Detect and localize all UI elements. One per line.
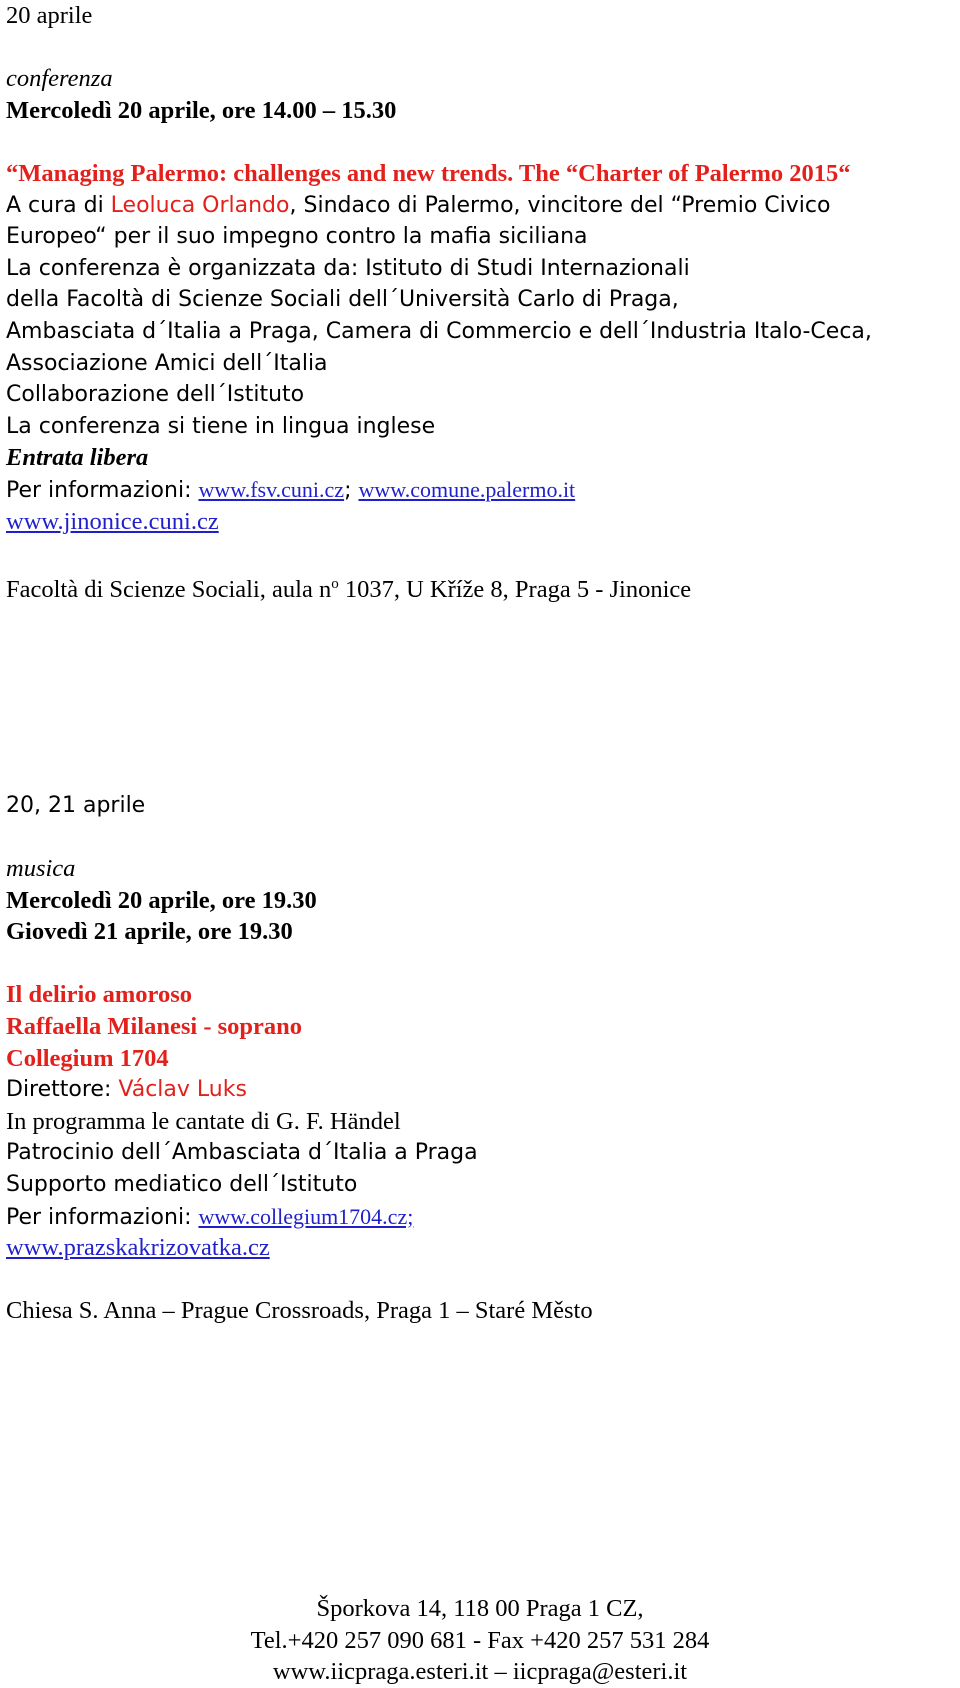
event1-org-line4: Associazione Amici dell´Italia (6, 350, 328, 376)
event2-date-heading: 20, 21 aprile (6, 792, 146, 818)
event1-org-line3: Ambasciata d´Italia a Praga, Camera di Commercio e dell´Industria Italo-Ceca, (6, 318, 872, 344)
event2-datetime2: Giovedì 21 aprile, ore 19.30 (6, 918, 293, 946)
event1-curated-prefix: A cura di (6, 192, 111, 218)
event1-datetime: Mercoledì 20 aprile, ore 14.00 – 15.30 (6, 96, 397, 124)
event2-program: In programma le cantate di G. F. Händel (6, 1107, 401, 1135)
event2-director-name: Václav Luks (118, 1077, 247, 1103)
link-fsv[interactable]: www.fsv.cuni.cz (198, 476, 345, 502)
event2-category: musica (6, 855, 76, 883)
event1-title (6, 158, 946, 190)
event1-curated (6, 190, 946, 222)
event1-org-line2: della Facoltà di Scienze Sociali dell´Università Carlo di Praga, (6, 287, 679, 313)
event1-curator-name: Leoluca Orlando (110, 192, 290, 218)
event2-datetime1: Mercoledì 20 aprile, ore 19.30 (6, 886, 317, 914)
footer-address: Šporkova 14, 118 00 Praga 1 CZ, (316, 1595, 644, 1622)
event1-venue (6, 569, 946, 601)
event1-date-heading: 20 aprile (6, 2, 93, 29)
link-prazskakrizovatka[interactable]: www.prazskakrizovatka.cz (6, 1234, 270, 1262)
event2-ensemble: Collegium 1704 (6, 1044, 169, 1072)
event1-venue-prefix: Facoltà di Scienze Sociali, aula n (6, 575, 332, 603)
link-jinonice[interactable]: www.jinonice.cuni.cz (6, 507, 219, 535)
document-body (6, 0, 946, 1327)
event1-collaboration: Collaborazione dell´Istituto (6, 382, 305, 408)
event2-info-label: Per informazioni: (6, 1204, 199, 1230)
event1-curated-line2: Europeo“ per il suo impegno contro la mafia siciliana (6, 224, 588, 250)
event1-link-separator: ; (344, 477, 359, 503)
event1-org-line1: La conferenza è organizzata da: Istituto di Studi Internazionali (6, 255, 690, 281)
event1-venue-suffix: 1037, U Kříže 8, Praga 5 - Jinonice (338, 575, 692, 603)
event1-category: conferenza (6, 65, 113, 93)
event2-director (6, 1074, 946, 1106)
event1-language: La conferenza si tiene in lingua inglese (6, 413, 436, 439)
event1-entry: Entrata libera (6, 444, 149, 472)
event2-info (6, 1201, 946, 1233)
event2-title: Il delirio amoroso (6, 981, 193, 1009)
link-collegium1704[interactable]: www.collegium1704.cz; (198, 1203, 414, 1229)
event1-curated-suffix: , Sindaco di Palermo, vincitore del “Premio Civico (289, 192, 831, 218)
link-comune-palermo[interactable]: www.comune.palermo.it (358, 476, 576, 502)
footer-phone: Tel.+420 257 090 681 - Fax +420 257 531 284 (250, 1626, 710, 1654)
event2-performer: Raffaella Milanesi - soprano (6, 1013, 303, 1040)
event1-title-part1: “Managing Palermo: challenges and new trends. (6, 159, 514, 187)
event2-info-line2 (6, 1232, 946, 1264)
event2-patronage: Patrocinio dell´Ambasciata d´Italia a Praga (6, 1140, 478, 1166)
event1-info-line2 (6, 506, 946, 538)
event2-director-label: Direttore: (6, 1077, 119, 1103)
event1-title-part2: The “Charter of Palermo 2015“ (513, 159, 851, 187)
event1-info-label: Per informazioni: (6, 477, 199, 503)
event2-support: Supporto mediatico dell´Istituto (6, 1171, 358, 1197)
footer-web-email: www.iicpraga.esteri.it – iicpraga@esteri.it (272, 1658, 688, 1686)
event1-venue-sup: o (331, 575, 339, 592)
event1-info (6, 474, 946, 506)
event2-venue: Chiesa S. Anna – Prague Crossroads, Praga 1 – Staré Město (6, 1297, 593, 1325)
footer (0, 1593, 960, 1688)
